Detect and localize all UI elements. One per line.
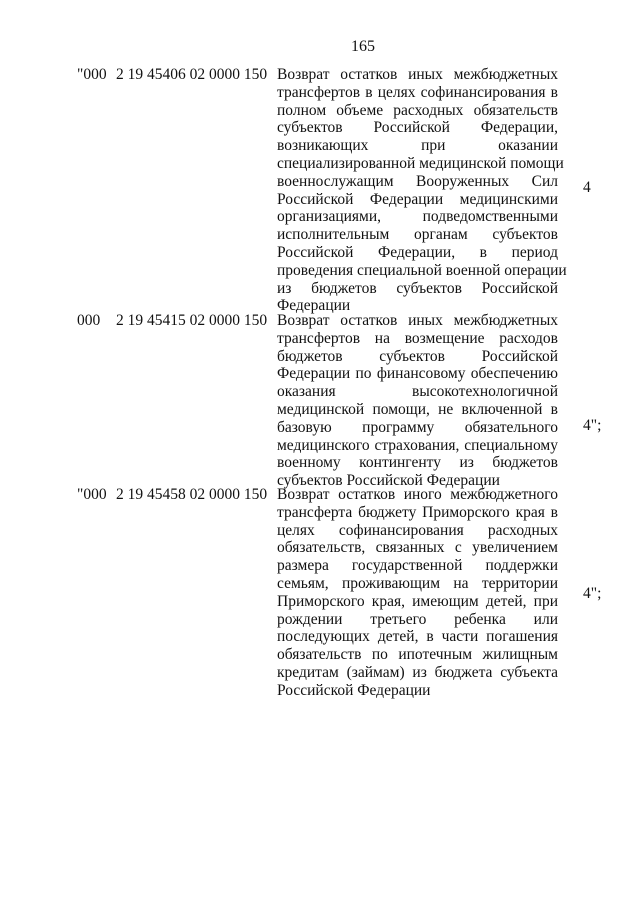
description-line: семьям, проживающим на территории xyxy=(277,574,558,592)
description-line: Российской Федерации xyxy=(277,681,431,699)
description-line: целях софинансирования расходных xyxy=(277,521,558,539)
value: 4"; xyxy=(583,585,602,602)
value: 4 xyxy=(583,179,591,196)
description-line: субъектов Российской Федерации, xyxy=(277,119,558,137)
description-line: медицинского страхования, специальному xyxy=(277,436,558,454)
description-line: возникающих при оказании xyxy=(277,137,558,155)
description-line: военному контингенту из бюджетов xyxy=(277,454,558,472)
description-line: военнослужащим Вооруженных Сил xyxy=(277,172,558,190)
description-line: Российской Федерации медицинскими xyxy=(277,190,558,208)
description-line: Российской Федерации, в период xyxy=(277,243,558,261)
description-line: Федерации по финансовому обеспечению xyxy=(277,365,558,383)
description-line: базовую программу обязательного xyxy=(277,418,558,436)
description-line: Федерации xyxy=(277,297,351,315)
description-line: бюджетов субъектов Российской xyxy=(277,347,558,365)
description-line: трансферта бюджету Приморского края в xyxy=(277,503,558,521)
description-line: кредитам (займам) из бюджета субъекта xyxy=(277,663,558,681)
description-line: специализированной медицинской помощи xyxy=(277,154,564,172)
description xyxy=(277,312,558,490)
description-line: субъектов Российской Федерации xyxy=(277,472,500,490)
page-number: 165 xyxy=(351,38,375,55)
description-line: последующих детей, в части погашения xyxy=(277,628,558,646)
description-line: полном объеме расходных обязательств xyxy=(277,101,558,119)
description-line: медицинской помощи, не включенной в xyxy=(277,400,558,418)
description-line: проведения специальной военной операции xyxy=(277,261,567,279)
code-prefix: "000 xyxy=(77,486,107,503)
budget-code: 2 19 45406 02 0000 150 xyxy=(116,66,268,83)
description-line: трансфертов в целях софинансирования в xyxy=(277,83,558,101)
description-line: трансфертов на возмещение расходов xyxy=(277,329,558,347)
description-line: из бюджетов субъектов Российской xyxy=(277,279,558,297)
value: 4"; xyxy=(583,417,602,434)
description-line: рождении третьего ребенка или xyxy=(277,610,558,628)
description-line: Возврат остатков иного межбюджетного xyxy=(277,486,558,503)
budget-code: 2 19 45458 02 0000 150 xyxy=(116,486,268,503)
description-line: Приморского края, имеющим детей, при xyxy=(277,592,558,610)
code-prefix: "000 xyxy=(77,66,107,83)
description-line: исполнительным органам субъектов xyxy=(277,226,558,244)
description-line: организациями, подведомственными xyxy=(277,208,558,226)
description-line: Возврат остатков иных межбюджетных xyxy=(277,66,558,83)
description-line: размера государственной поддержки xyxy=(277,557,558,575)
description xyxy=(277,486,558,700)
description-line: обязательств по ипотечным жилищным xyxy=(277,646,558,664)
description-line: Возврат остатков иных межбюджетных xyxy=(277,312,558,329)
description-line: обязательств, связанных с увеличением xyxy=(277,539,558,557)
description xyxy=(277,66,567,315)
code-prefix: 000 xyxy=(77,312,101,329)
budget-code: 2 19 45415 02 0000 150 xyxy=(116,312,268,329)
description-line: оказания высокотехнологичной xyxy=(277,383,558,401)
